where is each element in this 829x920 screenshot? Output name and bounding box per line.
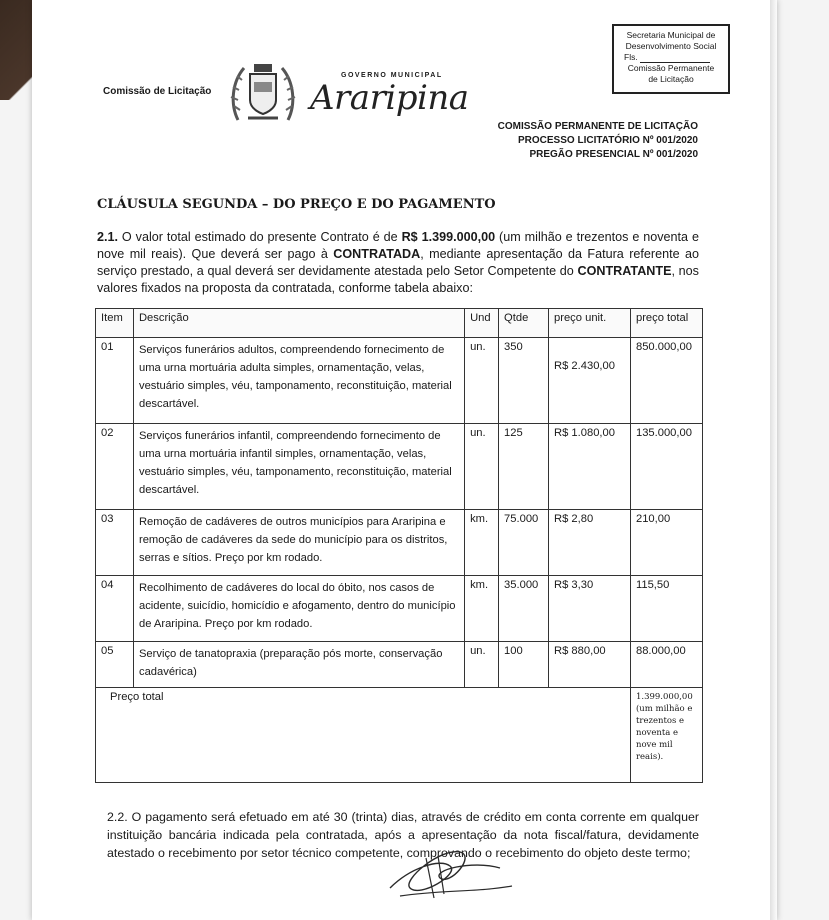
header-total-price: preço total [630, 309, 702, 338]
page-edge-shadow [770, 0, 778, 920]
total-value-words: (um milhão e trezentos e noventa e nove mil reais). [635, 704, 693, 762]
header-unit-price: preço unit. [549, 309, 631, 338]
cell-unit: un. [465, 338, 499, 424]
city-logotype: Araripina [310, 78, 469, 118]
table-row [96, 576, 703, 642]
contratada-term: CONTRATADA [333, 247, 421, 261]
process-header-line-3: PREGÃO PRESENCIAL Nº 001/2020 [529, 149, 698, 160]
cell-unit-price: R$ 2.430,00 [549, 338, 631, 424]
cell-total-price: 850.000,00 [630, 338, 702, 424]
header-quantity: Qtde [499, 309, 549, 338]
para-number: 2.1. [97, 230, 119, 244]
cell-description: Recolhimento de cadáveres do local do óbito, nos casos de acidente, suicídio, homicídio e afogamento, dentro do município de Araripina. Preço por km rodado. [133, 576, 464, 642]
cell-unit-price: R$ 2,80 [549, 510, 631, 576]
stamp-fls [614, 52, 728, 63]
para-text-3: , mediante apresentação da Fatura referente ao serviço prestado, a qual deverá ser devidamente atestada pelo Setor Competente do [97, 247, 699, 278]
clause-title: CLÁUSULA SEGUNDA – DO PREÇO E DO PAGAMENTO [97, 197, 496, 212]
contratante-term: CONTRATANTE [577, 264, 672, 278]
cell-description: Serviços funerários adultos, compreendendo fornecimento de uma urna mortuária adulta simples, ornamentação, velas, vestuário simples, véu, tamponamento, reconstituição, material descartável. [133, 338, 464, 424]
para-text-2: (um milhão e trezentos e noventa e nove mil reais). Que deverá ser pago à [97, 230, 699, 261]
header-item: Item [96, 309, 134, 338]
header-unit: Und [465, 309, 499, 338]
cell-quantity: 350 [499, 338, 549, 424]
handwritten-signature [380, 838, 520, 908]
cell-unit: km. [465, 510, 499, 576]
cell-item: 01 [96, 338, 134, 424]
cell-item: 03 [96, 510, 134, 576]
cell-item: 02 [96, 424, 134, 510]
stamp-line-1: Secretaria Municipal de [626, 30, 716, 40]
protocol-stamp [612, 24, 730, 94]
table-row [96, 338, 703, 424]
paragraph-2-2: 2.2. O pagamento será efetuado em até 30 (trinta) dias, através de crédito em conta corrente em qualquer instituição bancária indicada pela contratada, após a apresentação da nota fiscal/fatura, devidamente atestado o recebimento por setor técnico competente, comprovando o recebimento do objeto deste termo; [107, 810, 699, 860]
stamp-line-4: de Licitação [648, 74, 694, 84]
government-label: GOVERNO MUNICIPAL [341, 72, 443, 79]
cell-total-price: 135.000,00 [630, 424, 702, 510]
cell-total-price: 88.000,00 [630, 642, 702, 688]
price-table [95, 308, 703, 783]
table-header-row [96, 309, 703, 338]
table-row [96, 424, 703, 510]
total-label: Preço total [96, 688, 631, 783]
paragraph-2-1 [97, 229, 699, 297]
cell-unit: un. [465, 642, 499, 688]
stamp-line-3: Comissão Permanente [627, 63, 715, 73]
cell-quantity: 75.000 [499, 510, 549, 576]
header-description: Descrição [133, 309, 464, 338]
cell-quantity: 125 [499, 424, 549, 510]
process-header-line-1: COMISSÃO PERMANENTE DE LICITAÇÃO [497, 121, 698, 132]
cell-item: 04 [96, 576, 134, 642]
para-text-4: , nos valores fixados na proposta da contratada, conforme tabela abaixo: [97, 264, 699, 295]
table-row [96, 642, 703, 688]
cell-quantity: 35.000 [499, 576, 549, 642]
cell-description: Serviços funerários infantil, compreendendo fornecimento de uma urna mortuária infantil simples, ornamentação, velas, vestuário simples, véu, tamponamento, reconstituição, material descartável. [133, 424, 464, 510]
contract-value: R$ 1.399.000,00 [401, 230, 496, 244]
cell-unit: un. [465, 424, 499, 510]
total-value-cell [630, 688, 702, 783]
cell-unit-price: R$ 880,00 [549, 642, 631, 688]
cell-total-price: 210,00 [630, 510, 702, 576]
process-header-line-2: PROCESSO LICITATÓRIO Nº 001/2020 [518, 135, 698, 146]
total-value: 1.399.000,00 [635, 692, 693, 702]
stamp-line-2: Desenvolvimento Social [625, 41, 717, 51]
para-text-1: O valor total estimado do presente Contrato é de [118, 230, 402, 244]
cell-total-price: 115,50 [630, 576, 702, 642]
cell-unit-price: R$ 3,30 [549, 576, 631, 642]
cell-description: Remoção de cadáveres de outros municípios para Araripina e remoção de cadáveres da sede do município para os distritos, serras e sítios. Preço por km rodado. [133, 510, 464, 576]
cell-unit: km. [465, 576, 499, 642]
stamp-fls-label: Fls. [624, 52, 638, 62]
cell-quantity: 100 [499, 642, 549, 688]
committee-label: Comissão de Licitação [103, 86, 212, 97]
cell-description: Serviço de tanatopraxia (preparação pós morte, conservação cadavérica) [133, 642, 464, 688]
table-row [96, 510, 703, 576]
coat-of-arms-logo [226, 60, 300, 126]
process-header [498, 120, 698, 162]
cell-item: 05 [96, 642, 134, 688]
table-total-row [96, 688, 703, 783]
cell-unit-price: R$ 1.080,00 [549, 424, 631, 510]
